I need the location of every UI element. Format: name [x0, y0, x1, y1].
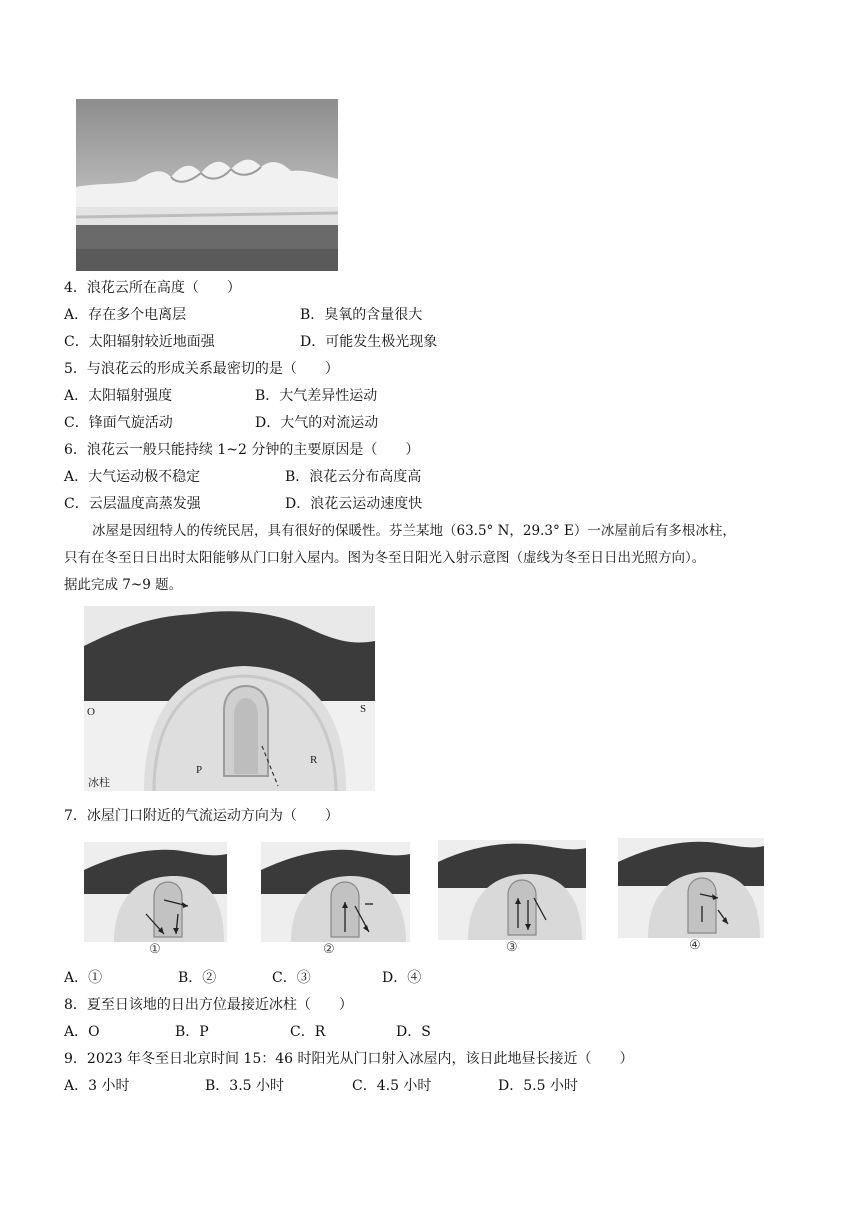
q7-option-a[interactable]: A．①: [64, 970, 103, 986]
wave-cloud-photo: [76, 99, 338, 271]
q9-option-c[interactable]: C．4.5 小时: [352, 1078, 432, 1094]
passage: [64, 518, 834, 599]
passage-line-2: 只有在冬至日日出时太阳能够从门口射入屋内。图为冬至日阳光入射示意图（虚线为冬至日日出光照方向）。: [64, 550, 706, 566]
q8-option-b[interactable]: B．P: [175, 1024, 209, 1040]
q9-option-d[interactable]: D．5.5 小时: [498, 1078, 578, 1094]
q9-stem: 9．2023 年冬至日北京时间 15：46 时阳光从门口射入冰屋内，该日此地昼长接近（ ）: [64, 1051, 634, 1067]
q4-option-a[interactable]: A．存在多个电离层: [64, 307, 187, 323]
pillar-label-s: S: [360, 703, 367, 715]
q9-option-a[interactable]: A．3 小时: [64, 1078, 130, 1094]
q7-figure-4: [618, 838, 764, 938]
q7-figure-1-label: ①: [149, 942, 161, 957]
q7-option-c[interactable]: C．③: [272, 970, 311, 986]
q6-option-a[interactable]: A．大气运动极不稳定: [64, 469, 201, 485]
q4-stem: 4．浪花云所在高度（ ）: [64, 280, 241, 296]
q5-option-d[interactable]: D．大气的对流运动: [255, 415, 379, 431]
passage-line-1: 冰屋是因纽特人的传统民居，具有很好的保暖性。芬兰某地（63.5° N，29.3° E）一冰屋前后有多根冰柱，: [92, 523, 736, 539]
q7-figure-2-label: ②: [323, 942, 335, 957]
q7-figure-1: [84, 842, 227, 942]
q6-stem: 6．浪花云一般只能持续 1~2 分钟的主要原因是（ ）: [64, 442, 420, 458]
q8-stem: 8．夏至日该地的日出方位最接近冰柱（ ）: [64, 997, 353, 1013]
q7-figure-3: [438, 840, 586, 940]
q5-stem: 5．与浪花云的形成关系最密切的是（ ）: [64, 361, 339, 377]
passage-line-3: 据此完成 7~9 题。: [64, 577, 183, 593]
q7-option-d[interactable]: D．④: [382, 970, 422, 986]
q5-option-b[interactable]: B．大气差异性运动: [255, 388, 378, 404]
q7-figure-2: [261, 842, 410, 942]
q7-stem: 7．冰屋门口附近的气流运动方向为（ ）: [64, 808, 339, 824]
q4-option-b[interactable]: B．臭氧的含量很大: [300, 307, 423, 323]
pillar-label-r: R: [310, 754, 318, 766]
pillar-label-o: O: [87, 706, 95, 718]
q8-option-d[interactable]: D．S: [396, 1024, 431, 1040]
pillar-label-p: P: [196, 764, 203, 776]
q6-option-d[interactable]: D．浪花云运动速度快: [285, 496, 423, 512]
q5-option-c[interactable]: C．锋面气旋活动: [64, 415, 173, 431]
q5-option-a[interactable]: A．太阳辐射强度: [64, 388, 173, 404]
q4-option-c[interactable]: C．太阳辐射较近地面强: [64, 334, 215, 350]
q7-figure-4-label: ④: [689, 938, 701, 953]
q4-option-d[interactable]: D．可能发生极光现象: [300, 334, 438, 350]
q6-option-b[interactable]: B．浪花云分布高度高: [285, 469, 422, 485]
q8-option-a[interactable]: A．O: [64, 1024, 100, 1040]
q8-option-c[interactable]: C．R: [290, 1024, 326, 1040]
igloo-sunlight-figure: [84, 606, 375, 791]
q7-figure-3-label: ③: [506, 940, 518, 955]
q7-option-b[interactable]: B．②: [178, 970, 217, 986]
q9-option-b[interactable]: B．3.5 小时: [205, 1078, 285, 1094]
q6-option-c[interactable]: C．云层温度高蒸发强: [64, 496, 201, 512]
ice-pillar-label: 冰柱: [88, 776, 110, 789]
